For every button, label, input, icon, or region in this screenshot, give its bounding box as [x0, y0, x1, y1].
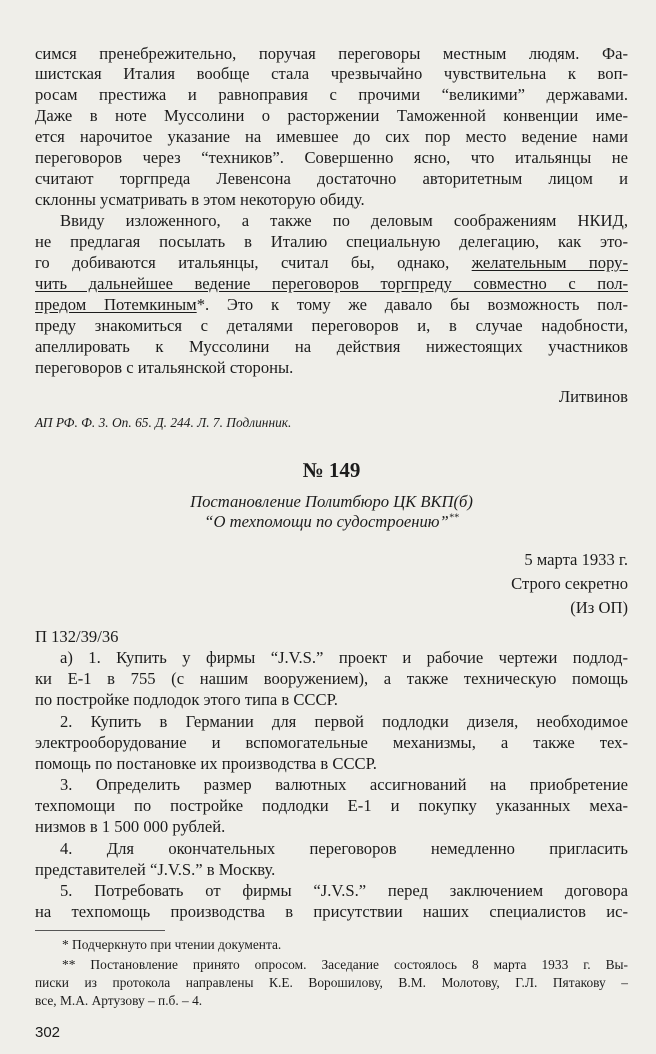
document-origin: (Из ОП) — [570, 598, 628, 617]
text-line: 5. Потребовать от фирмы “J.V.S.” перед заключением договора — [60, 881, 628, 900]
underlined-text: желательным пору- — [471, 253, 628, 272]
text-line: электрооборудование и вспомогательные механизмы, а также тех- — [35, 733, 628, 752]
footnote-mark: ** — [448, 512, 459, 524]
text-line: переговоров через “техников”. Совершенно ясно, что итальянцы не — [35, 148, 628, 167]
text-line — [35, 295, 628, 315]
footnote: ** Постановление принято опросом. Заседание состоялось 8 марта 1933 г. Вы- — [62, 957, 628, 972]
footnote: писки из протокола направлены К.Е. Ворошилову, В.М. Молотову, Г.Л. Пятакову – — [35, 975, 628, 990]
text-line — [35, 274, 628, 294]
document-title: Постановление Политбюро ЦК ВКП(б) — [190, 492, 473, 511]
document-date: 5 марта 1933 г. — [524, 550, 628, 569]
text-line: по постройке подлодок этого типа в СССР. — [35, 690, 338, 709]
text-line: 2. Купить в Германии для первой подлодки дизеля, необходимое — [60, 712, 628, 731]
document-subtitle-text: “О техпомощи по судостроению” — [204, 512, 449, 531]
text-line: росам престижа и равноправия с прочими “великими” державами. — [35, 85, 628, 104]
signature: Литвинов — [558, 387, 628, 406]
text-segment: го добиваются итальянцы, считал бы, однако, — [35, 253, 472, 272]
footnote: * Подчеркнуто при чтении документа. — [62, 937, 282, 952]
text-line: апеллировать к Муссолини на действия нижестоящих участников — [35, 337, 628, 356]
protocol-number: П 132/39/36 — [35, 627, 119, 646]
text-line: на техпомощь производства в присутствии наших специалистов ис- — [35, 902, 628, 921]
text-line: помощь по постановке их производства в СССР. — [35, 754, 377, 773]
text-line: симся пренебрежительно, поручая переговоры местным людям. Фа- — [35, 44, 628, 63]
archive-source: АП РФ. Ф. 3. Оп. 65. Д. 244. Л. 7. Подлинник. — [35, 415, 292, 430]
text-line: Ввиду изложенного, а также по деловым соображениям НКИД, — [60, 211, 628, 230]
text-segment: *. Это к тому же давало бы возможность пол- — [196, 295, 628, 314]
text-line: считают торгпреда Левенсона достаточно авторитетным лицом и — [35, 169, 628, 188]
secrecy-stamp: Строго секретно — [511, 574, 628, 593]
text-line: представителей “J.V.S.” в Москву. — [35, 860, 276, 879]
text-line: низмов в 1 500 000 рублей. — [35, 817, 226, 836]
text-line: 4. Для окончательных переговоров немедленно пригласить — [60, 839, 628, 858]
footnote: все, М.А. Артузову – п.б. – 4. — [35, 993, 203, 1008]
text-line: переговоров с итальянской стороны. — [35, 358, 294, 377]
text-line: ется нарочитое указание на имевшее до сих пор место ведение нами — [35, 127, 628, 146]
text-line: ки Е-1 в 755 (с нашим вооружением), а также техническую помощь — [35, 669, 628, 688]
underlined-text: чить дальнейшее ведение переговоров торгпреду совместно с пол- — [35, 274, 628, 293]
text-line: преду знакомиться с деталями переговоров и, в случае надобности, — [35, 316, 628, 335]
text-line: шистская Италия вообще стала чрезвычайно чувствительна к воп- — [35, 64, 628, 83]
underlined-text: предом Потемкиным — [35, 295, 197, 314]
text-line: Даже в ноте Муссолини о расторжении Таможенной конвенции име- — [35, 106, 628, 125]
footnote-divider — [35, 930, 165, 931]
text-line: техпомощи по постройке подлодки Е-1 и покупку указанных меха- — [35, 796, 628, 815]
text-line: а) 1. Купить у фирмы “J.V.S.” проект и рабочие чертежи подлод- — [60, 648, 628, 667]
text-line: не предлагая посылать в Италию специальную делегацию, как это- — [35, 232, 628, 251]
document-subtitle — [35, 512, 628, 532]
document-number: № 149 — [302, 458, 361, 482]
text-line: склонны усматривать в этом некоторую обиду. — [35, 190, 365, 209]
text-line — [35, 253, 628, 273]
page-number: 302 — [35, 1024, 61, 1041]
text-line: 3. Определить размер валютных ассигнований на приобретение — [60, 775, 628, 794]
